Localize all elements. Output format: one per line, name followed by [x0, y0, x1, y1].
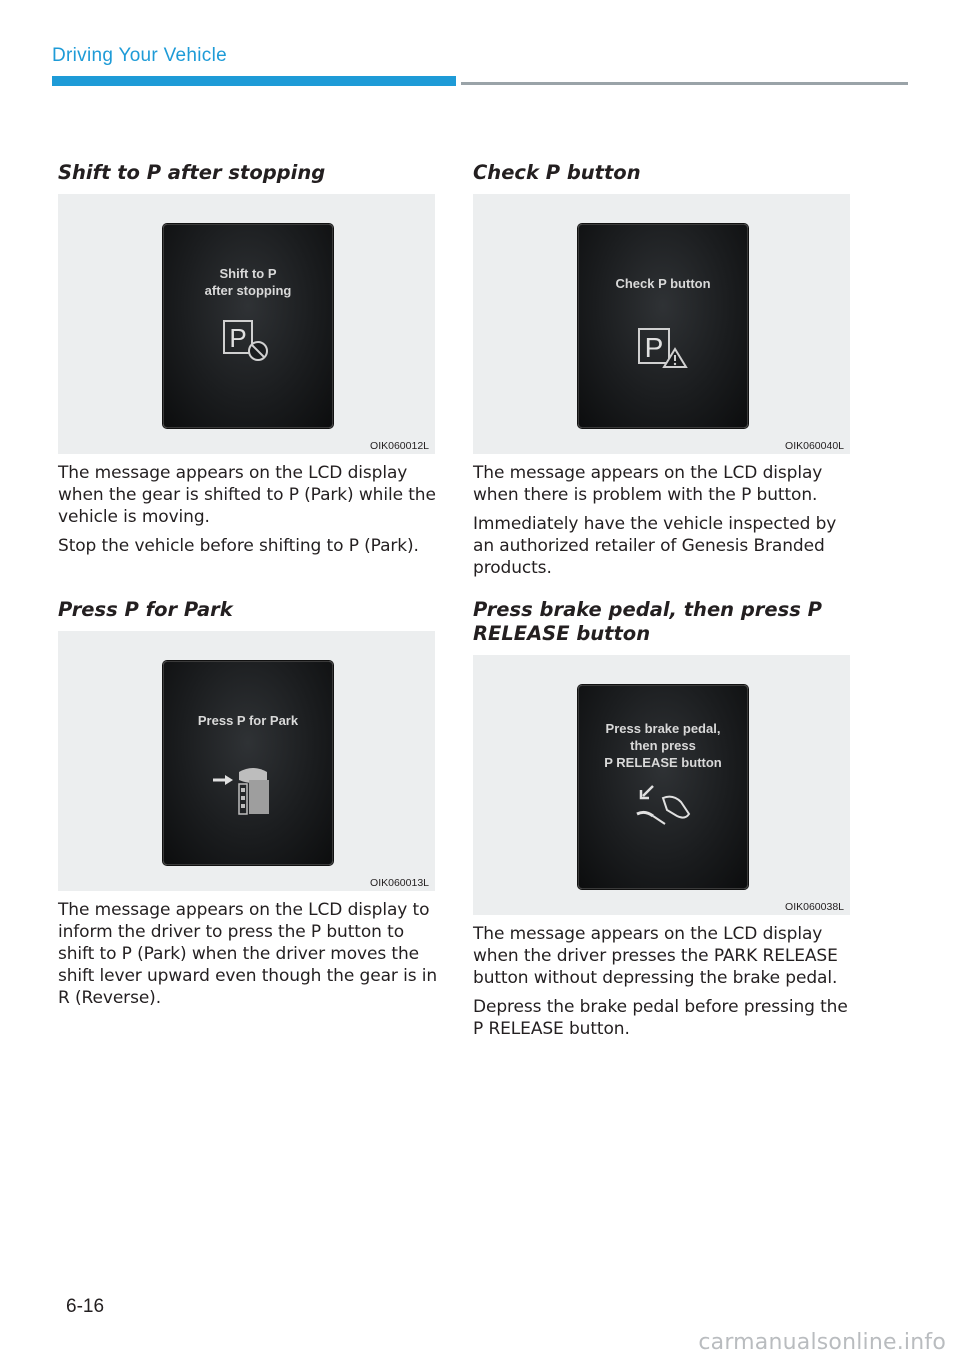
paragraph: The message appears on the LCD display when the driver presses the PARK RELEASE button without depressing the brake pedal. — [473, 924, 838, 988]
lcd-screen — [578, 685, 748, 889]
header-title: Driving Your Vehicle — [52, 45, 227, 66]
brake-pedal-icon — [579, 780, 747, 840]
section-check-p-button — [473, 161, 853, 579]
lcd-screen — [578, 224, 748, 428]
figure-shift-to-p — [58, 194, 435, 454]
figure-press-p-for-park — [58, 631, 435, 891]
lcd-message: Check P button — [615, 276, 711, 291]
paragraph: The message appears on the LCD display to inform the driver to press the P button to shift to P (Park) when the driver moves the shift lever upward even though the gear is in R (Reverse). — [58, 900, 438, 1008]
figure-code: OIK060013L — [370, 877, 429, 889]
paragraph: The message appears on the LCD display when the gear is shifted to P (Park) while the vehicle is moving. — [58, 463, 436, 527]
figure-check-p-button — [473, 194, 850, 454]
page-number: 6-16 — [66, 1296, 105, 1317]
section-title: Check P button — [473, 161, 641, 184]
lcd-screen — [163, 661, 333, 865]
p-button-warning-icon — [579, 323, 747, 377]
paragraph: The message appears on the LCD display when there is problem with the P button. — [473, 463, 823, 505]
section-title: Press brake pedal, then press P RELEASE button — [473, 598, 822, 645]
section-press-p-for-park — [58, 598, 438, 1009]
svg-text:P: P — [229, 323, 247, 353]
figure-code: OIK060038L — [785, 901, 844, 913]
lcd-message: Press brake pedal, then press P RELEASE button — [604, 721, 722, 770]
lcd-message: Shift to P after stopping — [204, 266, 292, 298]
header-bar-rule — [461, 82, 908, 85]
figure-press-brake-pedal — [473, 655, 850, 915]
figure-code: OIK060040L — [785, 440, 844, 452]
paragraph: Immediately have the vehicle inspected by an authorized retailer of Genesis Branded products. — [473, 514, 837, 578]
lcd-message: Press P for Park — [197, 713, 299, 728]
figure-code: OIK060012L — [370, 440, 429, 452]
section-title: Shift to P after stopping — [58, 161, 326, 184]
header-bar-accent — [52, 76, 456, 86]
section-press-brake-pedal — [473, 598, 853, 1040]
paragraph: Depress the brake pedal before pressing the P RELEASE button. — [473, 997, 848, 1039]
paragraph: Stop the vehicle before shifting to P (Park). — [58, 536, 419, 556]
watermark: carmanualsonline.info — [698, 1330, 946, 1355]
lcd-screen — [163, 224, 333, 428]
p-button-prohibited-icon — [164, 317, 332, 369]
svg-text:P: P — [644, 332, 664, 363]
section-title: Press P for Park — [58, 598, 233, 621]
section-shift-to-p — [58, 161, 438, 557]
shift-lever-icon — [164, 762, 332, 826]
